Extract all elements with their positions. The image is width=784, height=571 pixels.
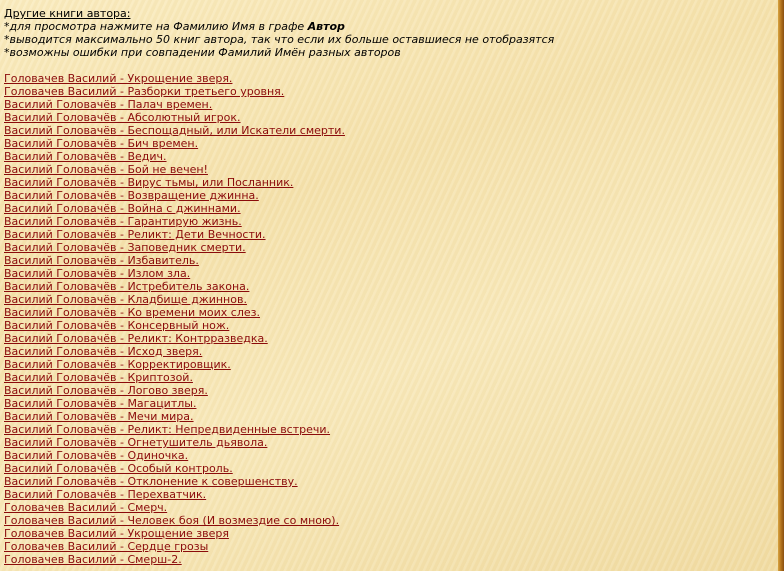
book-link[interactable]: Василий Головачёв - Исход зверя.: [4, 345, 203, 358]
book-link[interactable]: Головачев Василий - Укрощение зверя.: [4, 72, 233, 85]
book-link[interactable]: Василий Головачёв - Отклонение к совершенству.: [4, 475, 298, 488]
book-link[interactable]: Василий Головачёв - Перехватчик.: [4, 488, 207, 501]
book-link[interactable]: Василий Головачёв - Гарантирую жизнь.: [4, 215, 242, 228]
book-link[interactable]: Василий Головачёв - Реликт: Контрразведка.: [4, 332, 268, 345]
book-link[interactable]: Василий Головачёв - Криптозой.: [4, 371, 193, 384]
book-link[interactable]: Василий Головачёв - Реликт: Дети Вечности.: [4, 228, 266, 241]
book-link[interactable]: Василий Головачёв - Избавитель.: [4, 254, 199, 267]
book-link[interactable]: Головачев Василий - Человек боя (И возмездие со мною).: [4, 514, 340, 527]
book-link[interactable]: Василий Головачёв - Особый контроль.: [4, 462, 233, 475]
book-link[interactable]: Головачев Василий - Укрощение зверя: [4, 527, 229, 540]
book-list: [4, 72, 764, 566]
book-link[interactable]: Василий Головачёв - Абсолютный игрок.: [4, 111, 241, 124]
book-link[interactable]: Василий Головачёв - Возвращение джинна.: [4, 189, 259, 202]
note-author-column: Автор: [307, 20, 345, 33]
book-link[interactable]: Головачев Василий - Разборки третьего уровня.: [4, 85, 285, 98]
book-link[interactable]: Василий Головачёв - Корректировщик.: [4, 358, 231, 371]
book-link[interactable]: Василий Головачёв - Консервный нож.: [4, 319, 230, 332]
book-link[interactable]: Василий Головачёв - Магацитлы.: [4, 397, 197, 410]
book-link[interactable]: Василий Головачёв - Истребитель закона.: [4, 280, 250, 293]
book-link[interactable]: Василий Головачёв - Реликт: Непредвиденные встречи.: [4, 423, 331, 436]
author-books-section: [4, 7, 764, 566]
right-frame-border: [778, 0, 784, 571]
book-link[interactable]: Василий Головачёв - Ведич.: [4, 150, 167, 163]
book-link[interactable]: Головачев Василий - Смерч.: [4, 501, 168, 514]
book-link[interactable]: Василий Головачёв - Кладбище джиннов.: [4, 293, 247, 306]
book-link[interactable]: Головачев Василий - Смерш-2.: [4, 553, 182, 566]
book-link[interactable]: Василий Головачёв - Излом зла.: [4, 267, 191, 280]
note-max-books: *выводится максимально 50 книг автора, так что если их больше оставшиеся не отобразятся: [4, 33, 555, 46]
book-link[interactable]: Василий Головачёв - Вирус тьмы, или Посланник.: [4, 176, 294, 189]
spacer: [4, 59, 764, 72]
book-link[interactable]: Василий Головачёв - Война с джиннами.: [4, 202, 241, 215]
book-link[interactable]: Василий Головачёв - Логово зверя.: [4, 384, 208, 397]
book-link[interactable]: Василий Головачёв - Заповедник смерти.: [4, 241, 246, 254]
book-link[interactable]: Василий Головачёв - Огнетушитель дьявола.: [4, 436, 268, 449]
book-link[interactable]: Василий Головачёв - Бой не вечен!: [4, 163, 208, 176]
book-link[interactable]: Василий Головачёв - Ко времени моих слез.: [4, 306, 260, 319]
book-link[interactable]: Василий Головачёв - Одиночка.: [4, 449, 189, 462]
section-title: Другие книги автора:: [4, 7, 131, 20]
book-link[interactable]: Василий Головачёв - Мечи мира.: [4, 410, 194, 423]
book-link[interactable]: Василий Головачёв - Беспощадный, или Искатели смерти.: [4, 124, 345, 137]
note-possible-errors: *возможны ошибки при совпадении Фамилий Имён разных авторов: [4, 46, 401, 59]
book-link[interactable]: Василий Головачёв - Бич времен.: [4, 137, 199, 150]
book-link[interactable]: Головачев Василий - Сердце грозы: [4, 540, 209, 553]
note-how-to-view-text: *для просмотра нажмите на Фамилию Имя в графе: [4, 20, 308, 33]
note-how-to-view: [4, 20, 764, 33]
book-link[interactable]: Василий Головачёв - Палач времен.: [4, 98, 213, 111]
